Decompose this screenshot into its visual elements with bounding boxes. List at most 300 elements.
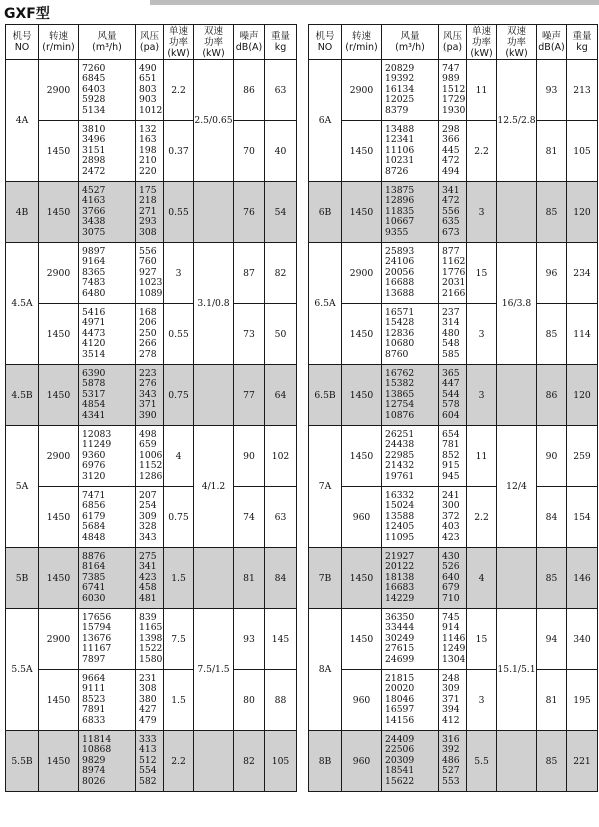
airflow-value: 10876 xyxy=(385,409,415,421)
header-dual-power-line: (kW) xyxy=(505,47,528,59)
dual-power-cell: 12.5/2.8 xyxy=(497,60,537,182)
pressure-value: 1006 xyxy=(139,449,163,461)
airflow-value: 11835 xyxy=(385,205,415,217)
airflow-value: 13588 xyxy=(385,510,415,522)
airflow-value: 17656 xyxy=(82,611,112,623)
airflow-value: 21927 xyxy=(385,550,415,562)
airflow-value: 6030 xyxy=(82,592,106,604)
pressure-cell xyxy=(439,304,467,365)
pressure-value: 659 xyxy=(139,439,157,451)
dual-power-cell xyxy=(194,365,234,426)
airflow-value: 15794 xyxy=(82,622,112,634)
airflow-value: 5878 xyxy=(82,378,106,390)
pressure-value: 271 xyxy=(139,205,157,217)
pressure-value: 472 xyxy=(442,195,460,207)
pressure-value: 328 xyxy=(139,521,157,533)
pressure-value: 945 xyxy=(442,470,460,482)
pressure-cell xyxy=(136,609,164,670)
pressure-value: 372 xyxy=(442,510,460,522)
airflow-value: 3766 xyxy=(82,205,106,217)
airflow-value: 18138 xyxy=(385,571,415,583)
airflow-value: 11095 xyxy=(385,531,415,543)
pressure-cell xyxy=(439,121,467,182)
airflow-value: 26251 xyxy=(385,428,415,440)
airflow-value: 13688 xyxy=(385,287,415,299)
airflow-value: 3810 xyxy=(82,123,106,135)
weight-cell: 114 xyxy=(567,304,598,365)
pressure-value: 275 xyxy=(139,550,157,562)
model-no-cell: 4B xyxy=(6,182,39,243)
pressure-value: 1023 xyxy=(139,277,163,289)
single-power-cell: 15 xyxy=(467,609,497,670)
model-no-cell: 6A xyxy=(309,60,342,182)
pressure-value: 582 xyxy=(139,775,157,787)
airflow-value: 9360 xyxy=(82,449,106,461)
airflow-value: 3438 xyxy=(82,216,106,228)
pressure-value: 333 xyxy=(139,733,157,745)
table-row xyxy=(6,487,297,548)
dual-power-cell xyxy=(497,548,537,609)
pressure-value: 526 xyxy=(442,561,460,573)
pressure-value: 556 xyxy=(139,245,157,257)
pressure-value: 498 xyxy=(139,428,157,440)
pressure-value: 175 xyxy=(139,184,157,196)
airflow-value: 8726 xyxy=(385,165,409,177)
airflow-value: 8365 xyxy=(82,266,106,278)
header-dual-power-line: 功率 xyxy=(203,36,223,48)
pressure-value: 1580 xyxy=(139,653,163,665)
header-dual-power-line: 功率 xyxy=(506,36,526,48)
airflow-cell xyxy=(382,304,439,365)
weight-cell: 88 xyxy=(265,670,297,731)
airflow-value: 8026 xyxy=(82,775,106,787)
airflow-cell xyxy=(79,182,136,243)
pressure-value: 915 xyxy=(442,460,460,472)
pressure-value: 231 xyxy=(139,672,157,684)
weight-cell: 105 xyxy=(567,121,598,182)
pressure-value: 1776 xyxy=(442,266,466,278)
pressure-value: 481 xyxy=(139,592,157,604)
model-no-cell: 5.5B xyxy=(6,731,39,792)
header-weight-line: kg xyxy=(576,42,588,53)
pressure-value: 237 xyxy=(442,306,460,318)
model-no-cell: 5B xyxy=(6,548,39,609)
pressure-cell xyxy=(136,670,164,731)
pressure-value: 2166 xyxy=(442,287,466,299)
pressure-value: 1304 xyxy=(442,653,466,665)
table-row xyxy=(309,609,598,670)
noise-cell: 74 xyxy=(234,487,265,548)
dual-power-cell: 15.1/5.1 xyxy=(497,609,537,731)
header-dual-power-line: 双速 xyxy=(506,25,526,37)
airflow-value: 11106 xyxy=(385,144,415,156)
pressure-value: 1930 xyxy=(442,104,466,116)
speed-cell: 2900 xyxy=(342,243,382,304)
header-dual-power xyxy=(497,25,537,60)
table-row xyxy=(309,426,598,487)
airflow-value: 21432 xyxy=(385,460,415,472)
noise-cell: 96 xyxy=(537,243,567,304)
table-row xyxy=(6,609,297,670)
airflow-value: 7483 xyxy=(82,277,106,289)
weight-cell: 84 xyxy=(265,548,297,609)
pressure-cell xyxy=(439,60,467,121)
pressure-value: 494 xyxy=(442,165,460,177)
airflow-value: 25893 xyxy=(385,245,415,257)
airflow-cell xyxy=(382,182,439,243)
single-power-cell: 0.75 xyxy=(164,365,194,426)
weight-cell: 82 xyxy=(265,243,297,304)
airflow-value: 13488 xyxy=(385,123,415,135)
pressure-cell xyxy=(439,182,467,243)
pressure-value: 1165 xyxy=(139,622,163,634)
pressure-cell xyxy=(136,548,164,609)
pressure-value: 403 xyxy=(442,521,460,533)
airflow-value: 33444 xyxy=(385,622,415,634)
pressure-cell xyxy=(136,60,164,121)
header-model-no xyxy=(6,25,39,60)
pressure-value: 803 xyxy=(139,83,157,95)
airflow-value: 24438 xyxy=(385,439,415,451)
noise-cell: 82 xyxy=(234,731,265,792)
single-power-cell: 3 xyxy=(467,365,497,426)
airflow-cell xyxy=(382,487,439,548)
header-weight-line: 重量 xyxy=(270,31,290,42)
model-no-cell: 4A xyxy=(6,60,39,182)
table-row xyxy=(309,548,598,609)
airflow-value: 10680 xyxy=(385,338,415,350)
pressure-value: 423 xyxy=(139,571,157,583)
weight-cell: 195 xyxy=(567,670,598,731)
pressure-value: 544 xyxy=(442,388,460,400)
airflow-cell xyxy=(79,487,136,548)
airflow-value: 15382 xyxy=(385,378,415,390)
model-no-cell: 6.5A xyxy=(309,243,342,365)
speed-cell: 1450 xyxy=(342,548,382,609)
airflow-value: 2472 xyxy=(82,165,106,177)
single-power-cell: 1.5 xyxy=(164,670,194,731)
weight-cell: 145 xyxy=(265,609,297,670)
pressure-value: 651 xyxy=(139,73,157,85)
pressure-value: 1249 xyxy=(442,643,466,655)
pressure-value: 989 xyxy=(442,73,460,85)
airflow-value: 9164 xyxy=(82,256,106,268)
airflow-value: 9829 xyxy=(82,754,106,766)
pressure-cell xyxy=(136,426,164,487)
pressure-value: 278 xyxy=(139,348,157,360)
airflow-value: 3514 xyxy=(82,348,106,360)
airflow-value: 27615 xyxy=(385,643,415,655)
pressure-value: 427 xyxy=(139,704,157,716)
header-noise xyxy=(234,25,265,60)
airflow-value: 5928 xyxy=(82,94,106,106)
airflow-cell xyxy=(382,548,439,609)
airflow-value: 12405 xyxy=(385,521,415,533)
table-row xyxy=(6,548,297,609)
airflow-value: 11814 xyxy=(82,733,112,745)
speed-cell: 1450 xyxy=(342,304,382,365)
airflow-value: 5317 xyxy=(82,388,106,400)
dual-power-cell: 12/4 xyxy=(497,426,537,548)
single-power-cell: 11 xyxy=(467,426,497,487)
header-model-no-line: 机号 xyxy=(315,31,335,42)
noise-cell: 73 xyxy=(234,304,265,365)
single-power-cell: 2.2 xyxy=(467,487,497,548)
header-single-power-line: 单速 xyxy=(168,25,188,37)
table-row xyxy=(309,243,598,304)
pressure-cell xyxy=(136,487,164,548)
airflow-value: 24699 xyxy=(385,653,415,665)
airflow-value: 15024 xyxy=(385,500,415,512)
airflow-value: 6845 xyxy=(82,73,106,85)
noise-cell: 85 xyxy=(537,304,567,365)
pressure-value: 220 xyxy=(139,165,157,177)
noise-cell: 84 xyxy=(537,487,567,548)
speed-cell: 1450 xyxy=(39,487,79,548)
table-row xyxy=(309,60,598,121)
pressure-value: 548 xyxy=(442,338,460,350)
pressure-value: 341 xyxy=(139,561,157,573)
header-noise-line: 噪声 xyxy=(541,31,561,42)
pressure-value: 276 xyxy=(139,378,157,390)
airflow-cell xyxy=(79,243,136,304)
airflow-value: 7260 xyxy=(82,62,106,74)
noise-cell: 93 xyxy=(537,60,567,121)
header-single-power-line: 单速 xyxy=(471,25,491,37)
pressure-cell xyxy=(136,731,164,792)
table-row xyxy=(6,304,297,365)
weight-cell: 259 xyxy=(567,426,598,487)
header-single-power xyxy=(164,25,194,60)
table-row xyxy=(6,670,297,731)
table-row xyxy=(6,426,297,487)
pressure-value: 132 xyxy=(139,123,157,135)
single-power-cell: 0.37 xyxy=(164,121,194,182)
airflow-value: 12341 xyxy=(385,134,415,146)
speed-cell: 960 xyxy=(342,670,382,731)
pressure-value: 554 xyxy=(139,765,157,777)
airflow-value: 14156 xyxy=(385,714,415,726)
pressure-cell xyxy=(439,670,467,731)
weight-cell: 221 xyxy=(567,731,598,792)
pressure-value: 710 xyxy=(442,592,460,604)
pressure-value: 168 xyxy=(139,306,157,318)
airflow-cell xyxy=(79,548,136,609)
pressure-value: 673 xyxy=(442,226,460,238)
pressure-value: 366 xyxy=(442,134,460,146)
airflow-value: 24106 xyxy=(385,256,415,268)
airflow-value: 7385 xyxy=(82,571,106,583)
weight-cell: 146 xyxy=(567,548,598,609)
noise-cell: 80 xyxy=(234,670,265,731)
single-power-cell: 0.55 xyxy=(164,182,194,243)
pressure-cell xyxy=(439,426,467,487)
speed-cell: 1450 xyxy=(39,182,79,243)
airflow-value: 10868 xyxy=(82,744,112,756)
speed-cell: 2900 xyxy=(342,60,382,121)
table-row xyxy=(6,731,297,792)
header-weight-line: 重量 xyxy=(572,31,592,42)
header-row xyxy=(309,25,598,60)
airflow-value: 7891 xyxy=(82,704,106,716)
header-airflow-line: 风量 xyxy=(400,31,420,42)
weight-cell: 120 xyxy=(567,365,598,426)
airflow-value: 2898 xyxy=(82,155,106,167)
weight-cell: 50 xyxy=(265,304,297,365)
header-single-power-line: 功率 xyxy=(168,36,188,48)
pressure-value: 490 xyxy=(139,62,157,74)
header-speed xyxy=(342,25,382,60)
pressure-value: 1522 xyxy=(139,643,163,655)
table-row xyxy=(309,121,598,182)
single-power-cell: 4 xyxy=(467,548,497,609)
speed-cell: 2900 xyxy=(39,60,79,121)
airflow-value: 7471 xyxy=(82,489,106,501)
speed-cell: 1450 xyxy=(39,548,79,609)
speed-cell: 1450 xyxy=(342,426,382,487)
airflow-value: 4971 xyxy=(82,317,106,329)
airflow-value: 6833 xyxy=(82,714,106,726)
airflow-value: 36350 xyxy=(385,611,415,623)
pressure-value: 390 xyxy=(139,409,157,421)
table-row xyxy=(6,121,297,182)
noise-cell: 94 xyxy=(537,609,567,670)
pressure-value: 1398 xyxy=(139,632,163,644)
pressure-value: 413 xyxy=(139,744,157,756)
pressure-value: 447 xyxy=(442,378,460,390)
table-row xyxy=(309,670,598,731)
pressure-value: 314 xyxy=(442,317,460,329)
airflow-value: 18541 xyxy=(385,765,415,777)
header-airflow-line: (m³/h) xyxy=(395,42,425,53)
weight-cell: 64 xyxy=(265,365,297,426)
header-model-no-line: NO xyxy=(14,42,30,53)
airflow-value: 8164 xyxy=(82,561,106,573)
pressure-value: 223 xyxy=(139,367,157,379)
pressure-value: 343 xyxy=(139,531,157,543)
speed-cell: 1450 xyxy=(39,670,79,731)
table-row xyxy=(6,182,297,243)
spec-table-right xyxy=(308,24,598,792)
airflow-cell xyxy=(382,60,439,121)
airflow-value: 12896 xyxy=(385,195,415,207)
airflow-value: 13875 xyxy=(385,184,415,196)
airflow-value: 16134 xyxy=(385,83,415,95)
table-row xyxy=(6,60,297,121)
noise-cell: 85 xyxy=(537,731,567,792)
header-airflow-line: (m³/h) xyxy=(92,42,122,53)
airflow-value: 12025 xyxy=(385,94,415,106)
airflow-value: 13676 xyxy=(82,632,112,644)
airflow-value: 16597 xyxy=(385,704,415,716)
single-power-cell: 4 xyxy=(164,426,194,487)
airflow-value: 20056 xyxy=(385,266,415,278)
airflow-value: 6390 xyxy=(82,367,106,379)
dual-power-cell: 3.1/0.8 xyxy=(194,243,234,365)
single-power-cell: 0.55 xyxy=(164,304,194,365)
pressure-value: 250 xyxy=(139,327,157,339)
pressure-value: 654 xyxy=(442,428,460,440)
dual-power-cell: 7.5/1.5 xyxy=(194,609,234,731)
airflow-value: 5134 xyxy=(82,104,106,116)
airflow-value: 4120 xyxy=(82,338,106,350)
airflow-cell xyxy=(79,60,136,121)
airflow-value: 20829 xyxy=(385,62,415,74)
table-row xyxy=(6,365,297,426)
speed-cell: 1450 xyxy=(39,731,79,792)
weight-cell: 63 xyxy=(265,60,297,121)
airflow-value: 19761 xyxy=(385,470,415,482)
pressure-cell xyxy=(439,487,467,548)
pressure-value: 640 xyxy=(442,571,460,583)
header-noise xyxy=(537,25,567,60)
airflow-value: 8974 xyxy=(82,765,106,777)
airflow-cell xyxy=(79,365,136,426)
speed-cell: 1450 xyxy=(342,365,382,426)
pressure-value: 512 xyxy=(139,754,157,766)
airflow-cell xyxy=(382,243,439,304)
airflow-value: 5684 xyxy=(82,521,106,533)
single-power-cell: 3 xyxy=(467,670,497,731)
header-dual-power-line: 双速 xyxy=(203,25,223,37)
header-single-power-line: (kW) xyxy=(470,47,493,59)
pressure-value: 316 xyxy=(442,733,460,745)
table-row xyxy=(309,365,598,426)
pressure-value: 380 xyxy=(139,693,157,705)
airflow-value: 12754 xyxy=(385,399,415,411)
airflow-value: 8760 xyxy=(385,348,409,360)
airflow-value: 9664 xyxy=(82,672,106,684)
speed-cell: 960 xyxy=(342,487,382,548)
single-power-cell: 1.5 xyxy=(164,548,194,609)
pressure-value: 527 xyxy=(442,765,460,777)
airflow-value: 24409 xyxy=(385,733,415,745)
airflow-value: 4527 xyxy=(82,184,106,196)
table-row xyxy=(309,731,598,792)
airflow-value: 16688 xyxy=(385,277,415,289)
pressure-value: 300 xyxy=(442,500,460,512)
pressure-value: 1729 xyxy=(442,94,466,106)
airflow-value: 16332 xyxy=(385,489,415,501)
header-airflow xyxy=(382,25,439,60)
noise-cell: 86 xyxy=(537,365,567,426)
speed-cell: 1450 xyxy=(342,182,382,243)
header-single-power-line: 功率 xyxy=(471,36,491,48)
pressure-value: 903 xyxy=(139,94,157,106)
airflow-cell xyxy=(79,731,136,792)
airflow-value: 15622 xyxy=(385,775,415,787)
dual-power-cell xyxy=(194,548,234,609)
model-no-cell: 5A xyxy=(6,426,39,548)
airflow-value: 21815 xyxy=(385,672,415,684)
header-airflow-line: 风量 xyxy=(97,31,117,42)
pressure-value: 472 xyxy=(442,155,460,167)
weight-cell: 340 xyxy=(567,609,598,670)
speed-cell: 1450 xyxy=(39,304,79,365)
airflow-value: 9355 xyxy=(385,226,409,238)
weight-cell: 40 xyxy=(265,121,297,182)
pressure-value: 198 xyxy=(139,144,157,156)
pressure-value: 604 xyxy=(442,409,460,421)
pressure-value: 760 xyxy=(139,256,157,268)
airflow-value: 11249 xyxy=(82,439,112,451)
pressure-value: 309 xyxy=(139,510,157,522)
table-row xyxy=(309,304,598,365)
pressure-value: 747 xyxy=(442,62,460,74)
header-pressure xyxy=(439,25,467,60)
airflow-cell xyxy=(382,426,439,487)
page-title: GXF型 xyxy=(4,6,50,22)
